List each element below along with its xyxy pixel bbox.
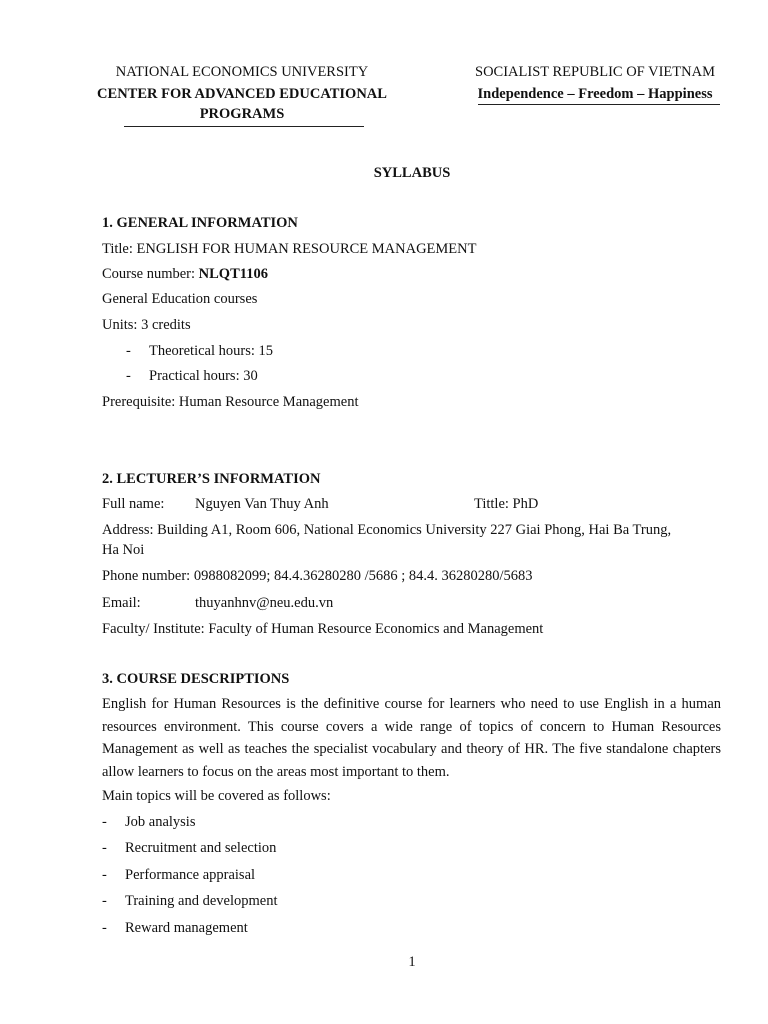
header-left-underline <box>124 126 364 127</box>
section-general-heading: 1. GENERAL INFORMATION <box>102 215 298 231</box>
topic-item: Recruitment and selection <box>125 840 277 856</box>
document-title: SYLLABUS <box>373 165 451 181</box>
course-units: Units: 3 credits <box>102 317 191 333</box>
section-description-heading: 3. COURSE DESCRIPTIONS <box>102 671 290 687</box>
faculty: Faculty/ Institute: Faculty of Human Resource Economics and Management <box>102 621 544 637</box>
center-name-line1: CENTER FOR ADVANCED EDUCATIONAL <box>97 86 387 102</box>
fullname-label: Full name: <box>102 496 165 512</box>
center-name-line2: PROGRAMS <box>199 106 285 122</box>
bullet-dash: - <box>126 368 131 384</box>
lecturer-title: Tittle: PhD <box>474 496 539 512</box>
list-item-dash: - <box>102 814 107 830</box>
address-line1: Address: Building A1, Room 606, National Economics University 227 Giai Phong, Hai Ba Trung, <box>102 522 672 538</box>
course-number <box>102 266 268 283</box>
topic-item: Training and development <box>125 893 278 909</box>
topics-intro: Main topics will be covered as follows: <box>102 788 331 804</box>
fullname-value: Nguyen Van Thuy Anh <box>195 496 329 512</box>
theoretical-hours: Theoretical hours: 15 <box>149 343 274 359</box>
course-number-value: NLQT1106 <box>198 266 268 282</box>
course-title: Title: ENGLISH FOR HUMAN RESOURCE MANAGEMENT <box>102 241 477 257</box>
topic-item: Performance appraisal <box>125 867 256 883</box>
national-motto: Independence – Freedom – Happiness <box>477 86 713 102</box>
topic-item: Job analysis <box>125 814 196 830</box>
address-line2: Ha Noi <box>102 542 145 558</box>
course-type: General Education courses <box>102 291 258 307</box>
list-item-dash: - <box>102 867 107 883</box>
list-item-dash: - <box>102 920 107 936</box>
list-item-dash: - <box>102 840 107 856</box>
practical-hours: Practical hours: 30 <box>149 368 258 384</box>
section-lecturer-heading: 2. LECTURER’S INFORMATION <box>102 471 321 487</box>
email-label: Email: <box>102 595 141 611</box>
list-item-dash: - <box>102 893 107 909</box>
topic-item: Reward management <box>125 920 248 936</box>
university-name: NATIONAL ECONOMICS UNIVERSITY <box>115 64 369 80</box>
course-number-label: Course number: <box>102 266 199 282</box>
page-number: 1 <box>408 954 416 970</box>
phone-number: Phone number: 0988082099; 84.4.36280280 /5686 ; 84.4. 36280280/5683 <box>102 568 533 584</box>
bullet-dash: - <box>126 343 131 359</box>
country-name: SOCIALIST REPUBLIC OF VIETNAM <box>475 64 715 80</box>
course-description-paragraph: English for Human Resources is the definitive course for learners who need to use English in a human resources environment. This course covers a wide range of topics of concern to Human Resources Management as well as teaches the specialist vocabulary and theory of HR. The five standalone chapters allow learners to focus on the areas most important to them. <box>102 696 721 780</box>
email-value: thuyanhnv@neu.edu.vn <box>195 595 334 611</box>
prerequisite: Prerequisite: Human Resource Management <box>102 394 359 410</box>
header-right-underline <box>478 104 720 105</box>
